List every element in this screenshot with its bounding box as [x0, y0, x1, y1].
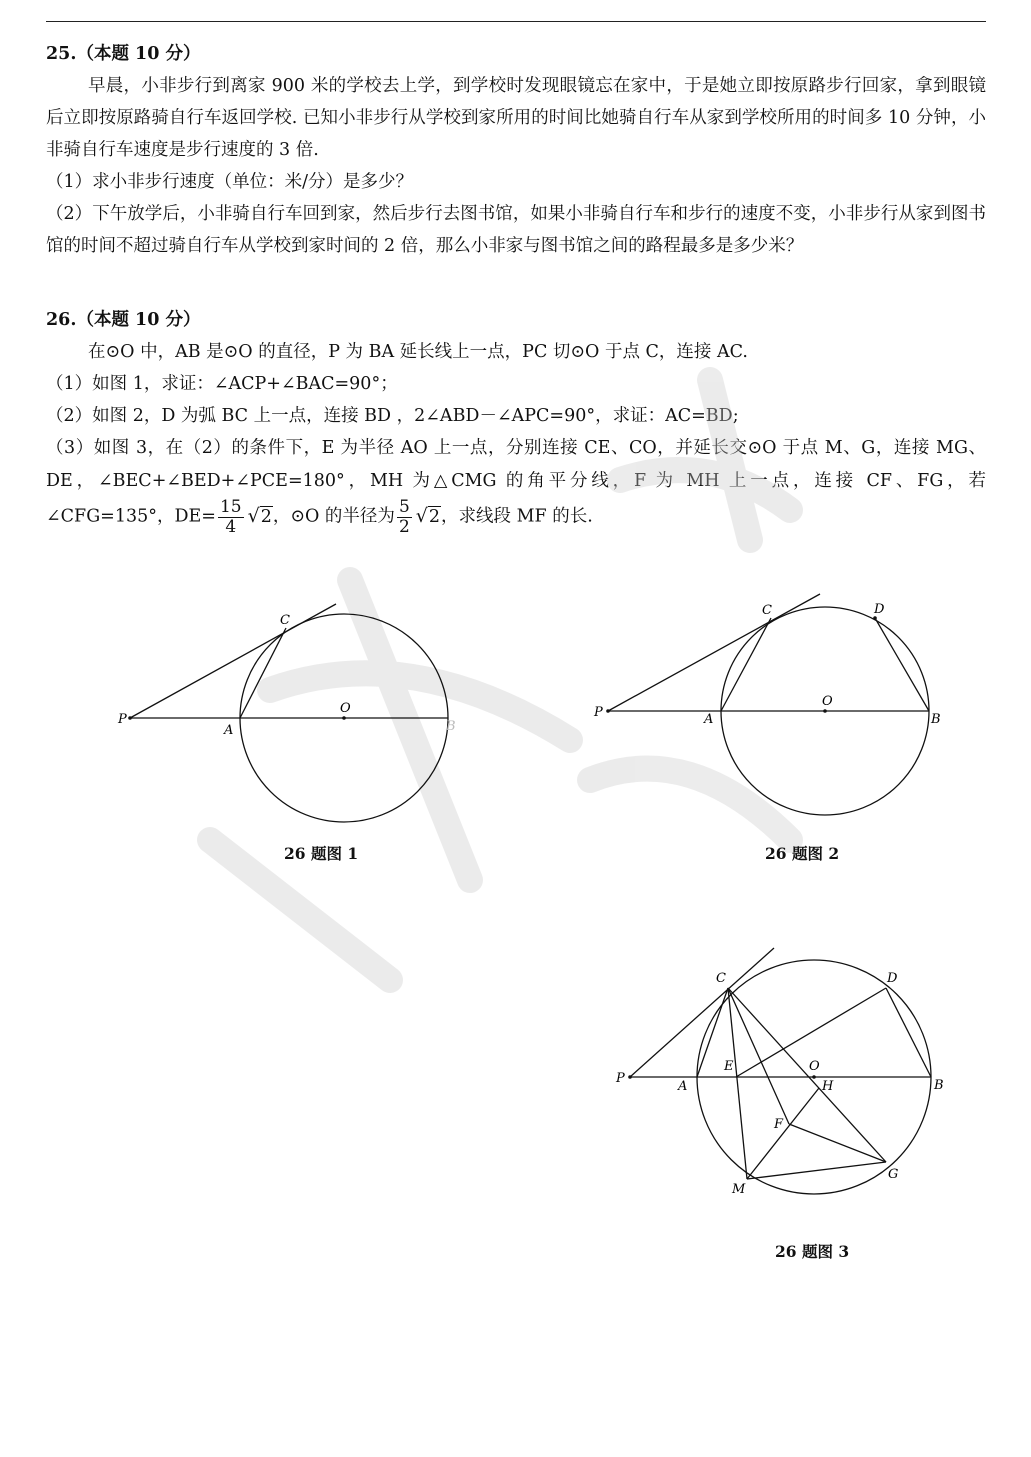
fig3-label-M: M [732, 1182, 746, 1197]
question-26-title: 26.（本题 10 分） [46, 310, 201, 330]
radius-numerator: 5 [398, 497, 410, 517]
fig1-label-B: B [446, 719, 456, 734]
question-26-part-1: （1）如图 1，求证：∠ACP+∠BAC=90°； [46, 374, 398, 394]
radius-fraction [397, 498, 412, 536]
fig3-label-A: A [678, 1079, 688, 1094]
fig3-label-F: F [774, 1117, 784, 1132]
question-26-body: 在⊙O 中，AB 是⊙O 的直径，P 为 BA 延长线上一点，PC 切⊙O 于点 C，连接 AC. [88, 342, 748, 362]
fig3-label-G: G [888, 1167, 899, 1182]
part-3-text-b: ，⊙O 的半径为 [272, 506, 395, 527]
figure-1-diagram [110, 598, 470, 828]
part-3-text-c: ，求线段 MF 的长. [441, 506, 593, 527]
fig3-label-C: C [716, 971, 726, 986]
radius-denominator: 2 [398, 516, 410, 537]
fig2-label-B: B [931, 712, 941, 727]
de-radicand: 2 [260, 506, 272, 527]
fig1-label-A: A [224, 723, 234, 738]
figure-1-caption: 26 题图 1 [284, 844, 359, 863]
fig3-label-P: P [616, 1071, 625, 1086]
fig1-label-O: O [340, 701, 351, 716]
figure-3 [610, 940, 970, 1210]
fig3-label-D: D [887, 971, 898, 986]
question-25-part-2: （2）下午放学后，小非骑自行车回到家，然后步行去图书馆，如果小非骑自行车和步行的速度不变，小非步行从家到图书馆的时间不超过骑自行车从学校到家时间的 2 倍，那么小非家与图书馆之间的路程最多是多少米？ [46, 204, 986, 256]
part-3-text-a: （3）如图 3，在（2）的条件下，E 为半径 AO 上一点，分别连接 CE、CO，并延长交⊙O 于点 M、G，连接 MG、DE，∠BEC+∠BED+∠PCE=180°，MH 为△CMG 的角平分线，F 为 MH 上一点，连接 CF、FG，若∠CFG=135°，DE= [46, 438, 986, 527]
fig3-label-B: B [934, 1078, 944, 1093]
question-26 [46, 304, 986, 536]
radius-sqrt: √2 [415, 504, 441, 527]
question-25-part-1: （1）求小非步行速度（单位：米/分）是多少？ [46, 172, 414, 192]
fig2-label-A: A [704, 712, 714, 727]
de-denominator: 4 [225, 516, 237, 537]
question-26-part-3 [46, 432, 986, 536]
question-26-part-2: （2）如图 2，D 为弧 BC 上一点，连接 BD ，2∠ABD－∠APC=90°，求证：AC=BD; [46, 406, 739, 426]
figure-3-diagram [610, 940, 970, 1210]
fig3-label-H: H [822, 1079, 834, 1094]
de-numerator: 15 [219, 497, 242, 517]
question-25 [46, 38, 986, 262]
fig3-label-E: E [724, 1059, 734, 1074]
figure-2 [590, 590, 950, 810]
radius-radicand: 2 [428, 506, 441, 527]
figure-2-caption: 26 题图 2 [765, 844, 840, 863]
fig2-label-O: O [822, 694, 833, 709]
fig3-label-O: O [809, 1059, 820, 1074]
fig2-label-P: P [594, 705, 603, 720]
de-fraction [218, 498, 244, 536]
question-25-body: 早晨，小非步行到离家 900 米的学校去上学，到学校时发现眼镜忘在家中，于是她立即按原路步行回家，拿到眼镜后立即按原路骑自行车返回学校. 已知小非步行从学校到家所用的时间比她骑自行车从家到学校所用的时间多 10 分钟，小非骑自行车速度是步行速度的 3 倍. [46, 76, 986, 160]
top-rule [46, 21, 986, 22]
figure-2-diagram [590, 590, 950, 810]
fig2-label-D: D [874, 602, 885, 617]
fig1-label-C: C [280, 613, 290, 628]
question-25-title: 25.（本题 10 分） [46, 44, 201, 64]
figure-3-caption: 26 题图 3 [775, 1242, 850, 1261]
figure-1 [110, 598, 470, 828]
de-sqrt: √2 [247, 504, 272, 527]
fig1-label-P: P [118, 712, 127, 727]
fig2-label-C: C [762, 603, 772, 618]
